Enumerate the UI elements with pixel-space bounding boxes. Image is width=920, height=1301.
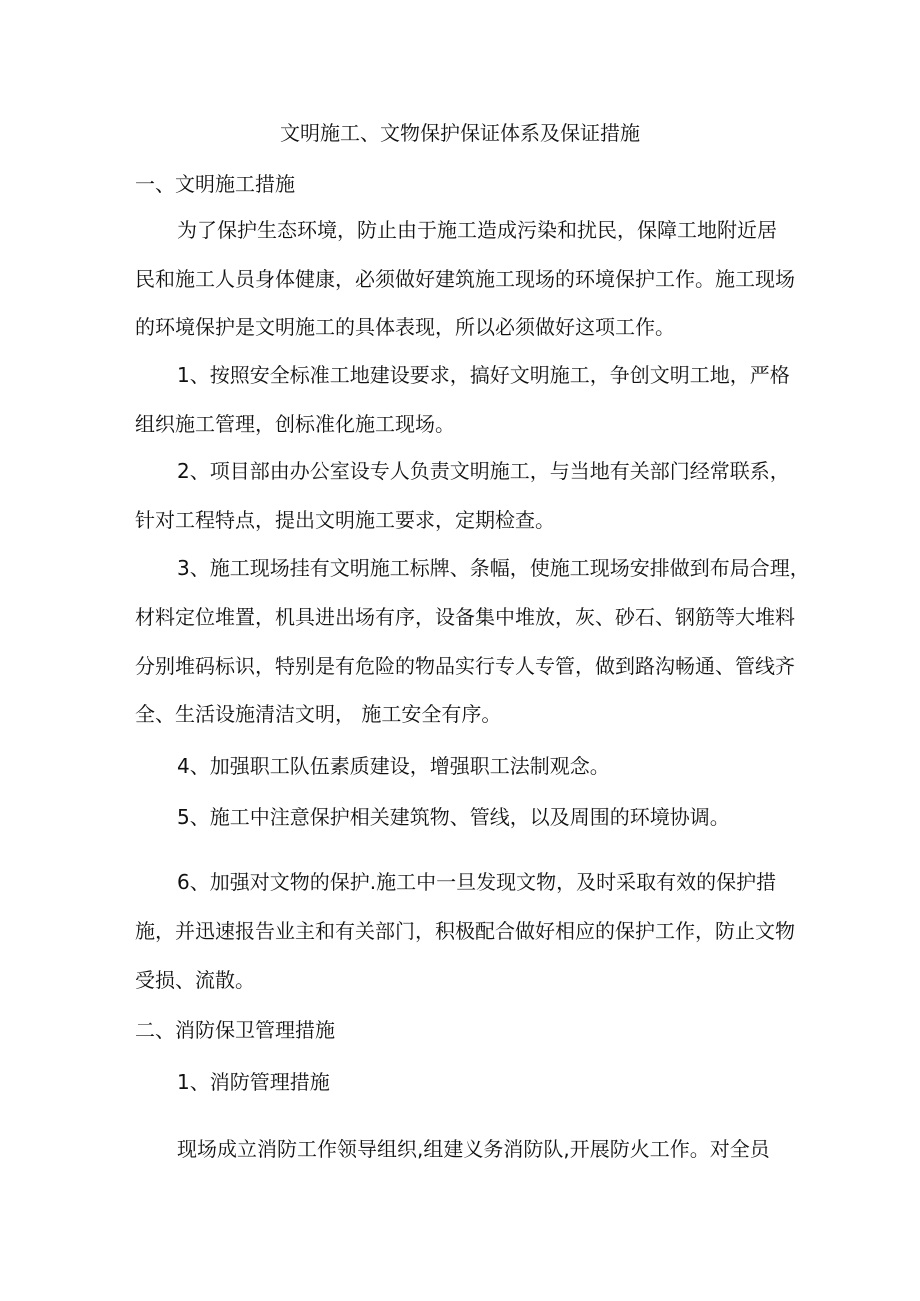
list-item-6-line: 6、加强对文物的保护.施工中一旦发现文物，及时采取有效的保护措: [177, 870, 777, 894]
paragraph-line: 为了保护生态环境，防止由于施工造成污染和扰民，保障工地附近居: [177, 218, 777, 242]
list-item-6-line: 受损、流散。: [135, 968, 255, 992]
list-item-1-line: 组织施工管理，创标准化施工现场。: [135, 412, 455, 436]
list-item-3-line: 全、生活设施清洁文明， 施工安全有序。: [135, 702, 502, 726]
list-item-1-line: 1、按照安全标准工地建设要求，搞好文明施工，争创文明工地，严格: [177, 363, 790, 387]
paragraph-line: 现场成立消防工作领导组织,组建义务消防队,开展防火工作。对全员: [177, 1137, 770, 1161]
subsection-heading: 1、消防管理措施: [177, 1070, 330, 1094]
section-heading-1: 一、文明施工措施: [135, 172, 295, 196]
list-item-3-line: 分别堆码标识，特别是有危险的物品实行专人专管，做到路沟畅通、管线齐: [135, 654, 795, 678]
list-item-3-line: 材料定位堆置，机具进出场有序，设备集中堆放，灰、砂石、钢筋等大堆料: [135, 605, 795, 629]
list-item-2-line: 针对工程特点，提出文明施工要求，定期检查。: [135, 508, 555, 532]
list-item-2-line: 2、项目部由办公室设专人负责文明施工，与当地有关部门经常联系，: [177, 459, 790, 483]
list-item-6-line: 施，并迅速报告业主和有关部门，积极配合做好相应的保护工作，防止文物: [135, 919, 795, 943]
paragraph-line: 的环境保护是文明施工的具体表现，所以必须做好这项工作。: [135, 315, 675, 339]
paragraph-line: 民和施工人员身体健康，必须做好建筑施工现场的环境保护工作。施工现场: [135, 267, 795, 291]
list-item-4: 4、加强职工队伍素质建设，增强职工法制观念。: [177, 754, 610, 778]
section-heading-2: 二、消防保卫管理措施: [135, 1018, 335, 1042]
list-item-3-line: 3、施工现场挂有文明施工标牌、条幅，使施工现场安排做到布局合理，: [177, 556, 810, 580]
list-item-5: 5、施工中注意保护相关建筑物、管线，以及周围的环境协调。: [177, 805, 730, 829]
document-title: 文明施工、文物保护保证体系及保证措施: [280, 121, 640, 145]
